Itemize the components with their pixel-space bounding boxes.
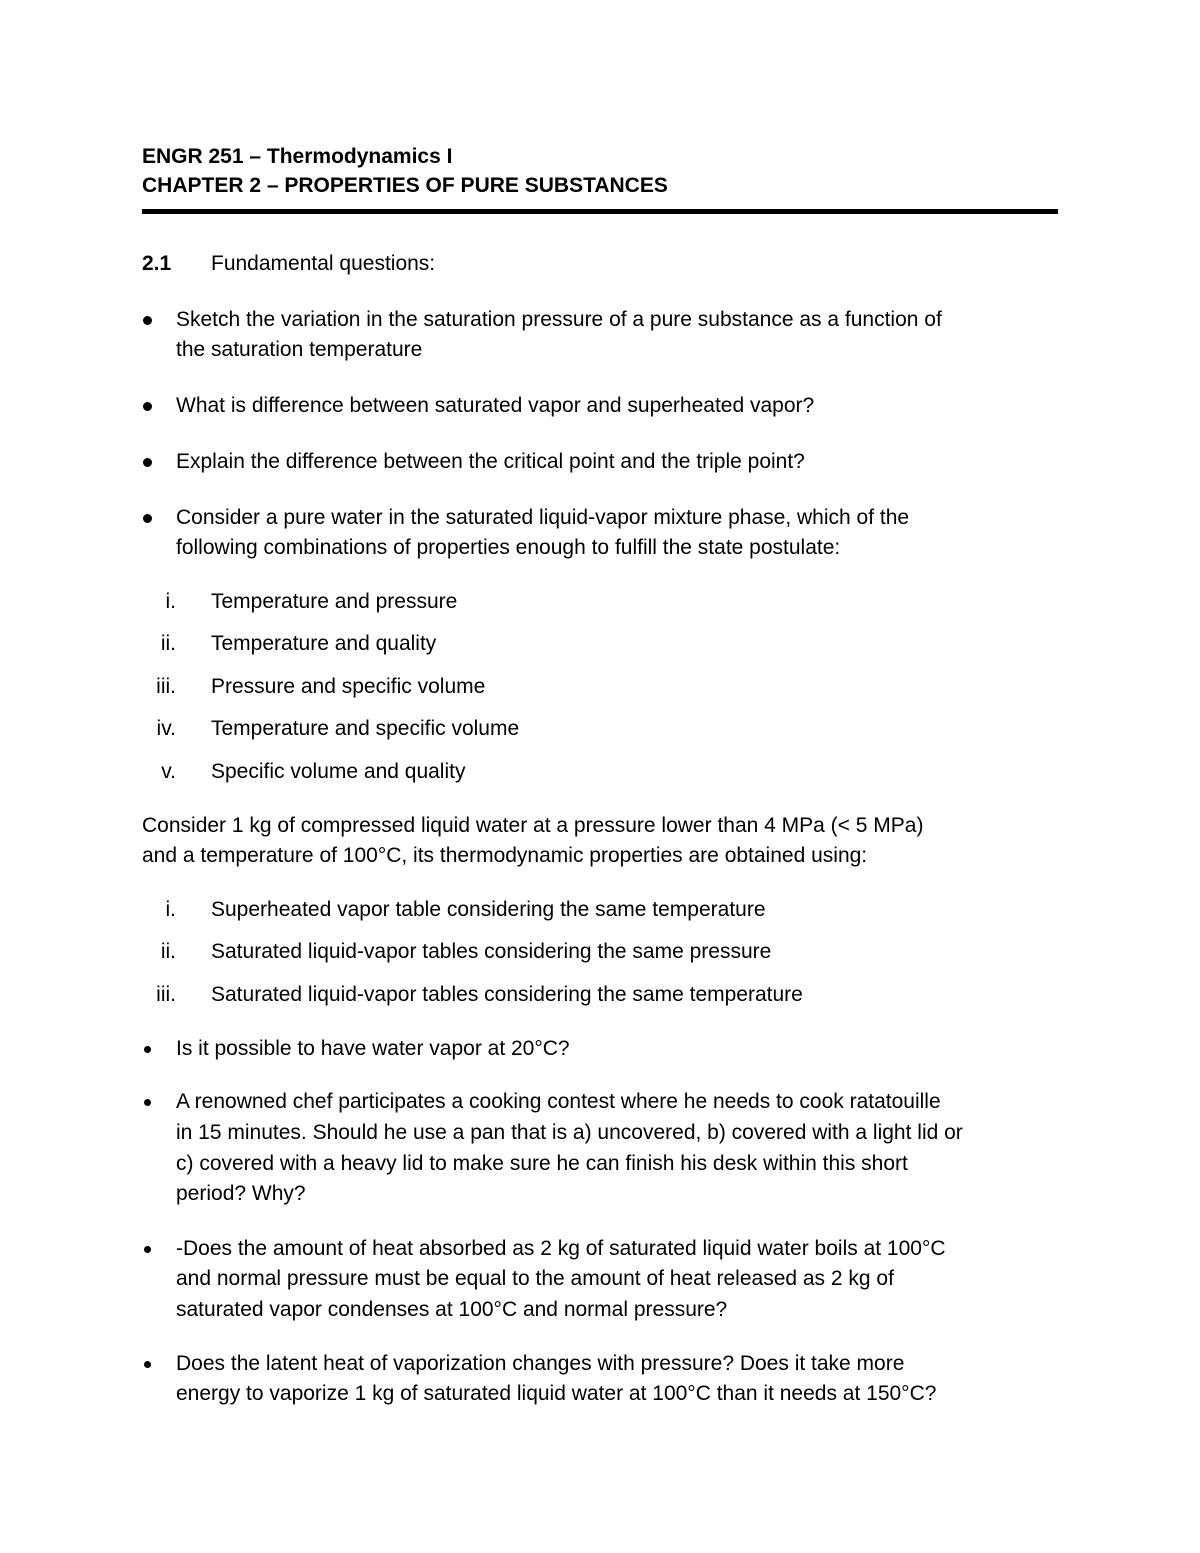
question-line: Sketch the variation in the saturation pressure of a pure substance as a function of: [176, 308, 942, 331]
bullet-icon: [143, 402, 152, 411]
bullet-icon: [144, 1099, 151, 1106]
bullet-icon: [143, 514, 152, 523]
option-marker: iii.: [156, 983, 176, 1006]
question-line: A renowned chef participates a cooking contest where he needs to cook ratatouille: [176, 1090, 941, 1113]
option-text: Superheated vapor table considering the same temperature: [211, 898, 766, 921]
option-marker: i.: [165, 898, 176, 921]
course-title: ENGR 251 – Thermodynamics I: [142, 145, 453, 168]
section-title: Fundamental questions:: [211, 252, 436, 275]
question-line: the saturation temperature: [176, 338, 423, 361]
question-line: What is difference between saturated vapor and superheated vapor?: [176, 394, 815, 417]
bullet-icon: [144, 1361, 151, 1368]
bullet-icon: [144, 1046, 151, 1053]
question-line: c) covered with a heavy lid to make sure he can finish his desk within this short: [176, 1152, 908, 1175]
question-line: period? Why?: [176, 1182, 306, 1205]
question-line: and normal pressure must be equal to the amount of heat released as 2 kg of: [176, 1267, 894, 1290]
option-text: Specific volume and quality: [211, 760, 466, 783]
option-text: Temperature and specific volume: [211, 717, 520, 740]
option-marker: i.: [165, 590, 176, 613]
question-line: energy to vaporize 1 kg of saturated liquid water at 100°C than it needs at 150°C?: [176, 1382, 937, 1405]
option-text: Temperature and quality: [211, 632, 437, 655]
question-line: Does the latent heat of vaporization changes with pressure? Does it take more: [176, 1352, 905, 1375]
option-text: Temperature and pressure: [211, 590, 458, 613]
option-marker: ii.: [160, 632, 176, 655]
question-line: Consider a pure water in the saturated liquid-vapor mixture phase, which of the: [176, 506, 910, 529]
section-number: 2.1: [142, 252, 172, 275]
option-marker: iv.: [156, 717, 176, 740]
option-marker: ii.: [160, 940, 176, 963]
question-line: in 15 minutes. Should he use a pan that is a) uncovered, b) covered with a light lid or: [176, 1121, 963, 1144]
option-marker: v.: [161, 760, 176, 783]
option-marker: iii.: [156, 675, 176, 698]
bullet-icon: [143, 458, 152, 467]
paragraph-line: Consider 1 kg of compressed liquid water at a pressure lower than 4 MPa (< 5 MPa): [142, 814, 924, 837]
question-line: saturated vapor condenses at 100°C and normal pressure?: [176, 1298, 728, 1321]
question-line: following combinations of properties enough to fulfill the state postulate:: [176, 536, 841, 559]
option-text: Saturated liquid-vapor tables considering the same temperature: [211, 983, 803, 1006]
question-line: Is it possible to have water vapor at 20°C?: [176, 1037, 570, 1060]
header-divider: [142, 209, 1058, 214]
bullet-icon: [144, 1246, 151, 1253]
option-text: Saturated liquid-vapor tables considering the same pressure: [211, 940, 772, 963]
question-line: -Does the amount of heat absorbed as 2 kg of saturated liquid water boils at 100°C: [176, 1237, 946, 1260]
bullet-icon: [143, 316, 152, 325]
option-text: Pressure and specific volume: [211, 675, 486, 698]
paragraph-line: and a temperature of 100°C, its thermodynamic properties are obtained using:: [142, 844, 868, 867]
question-line: Explain the difference between the critical point and the triple point?: [176, 450, 805, 473]
chapter-title: CHAPTER 2 – PROPERTIES OF PURE SUBSTANCES: [142, 174, 668, 197]
